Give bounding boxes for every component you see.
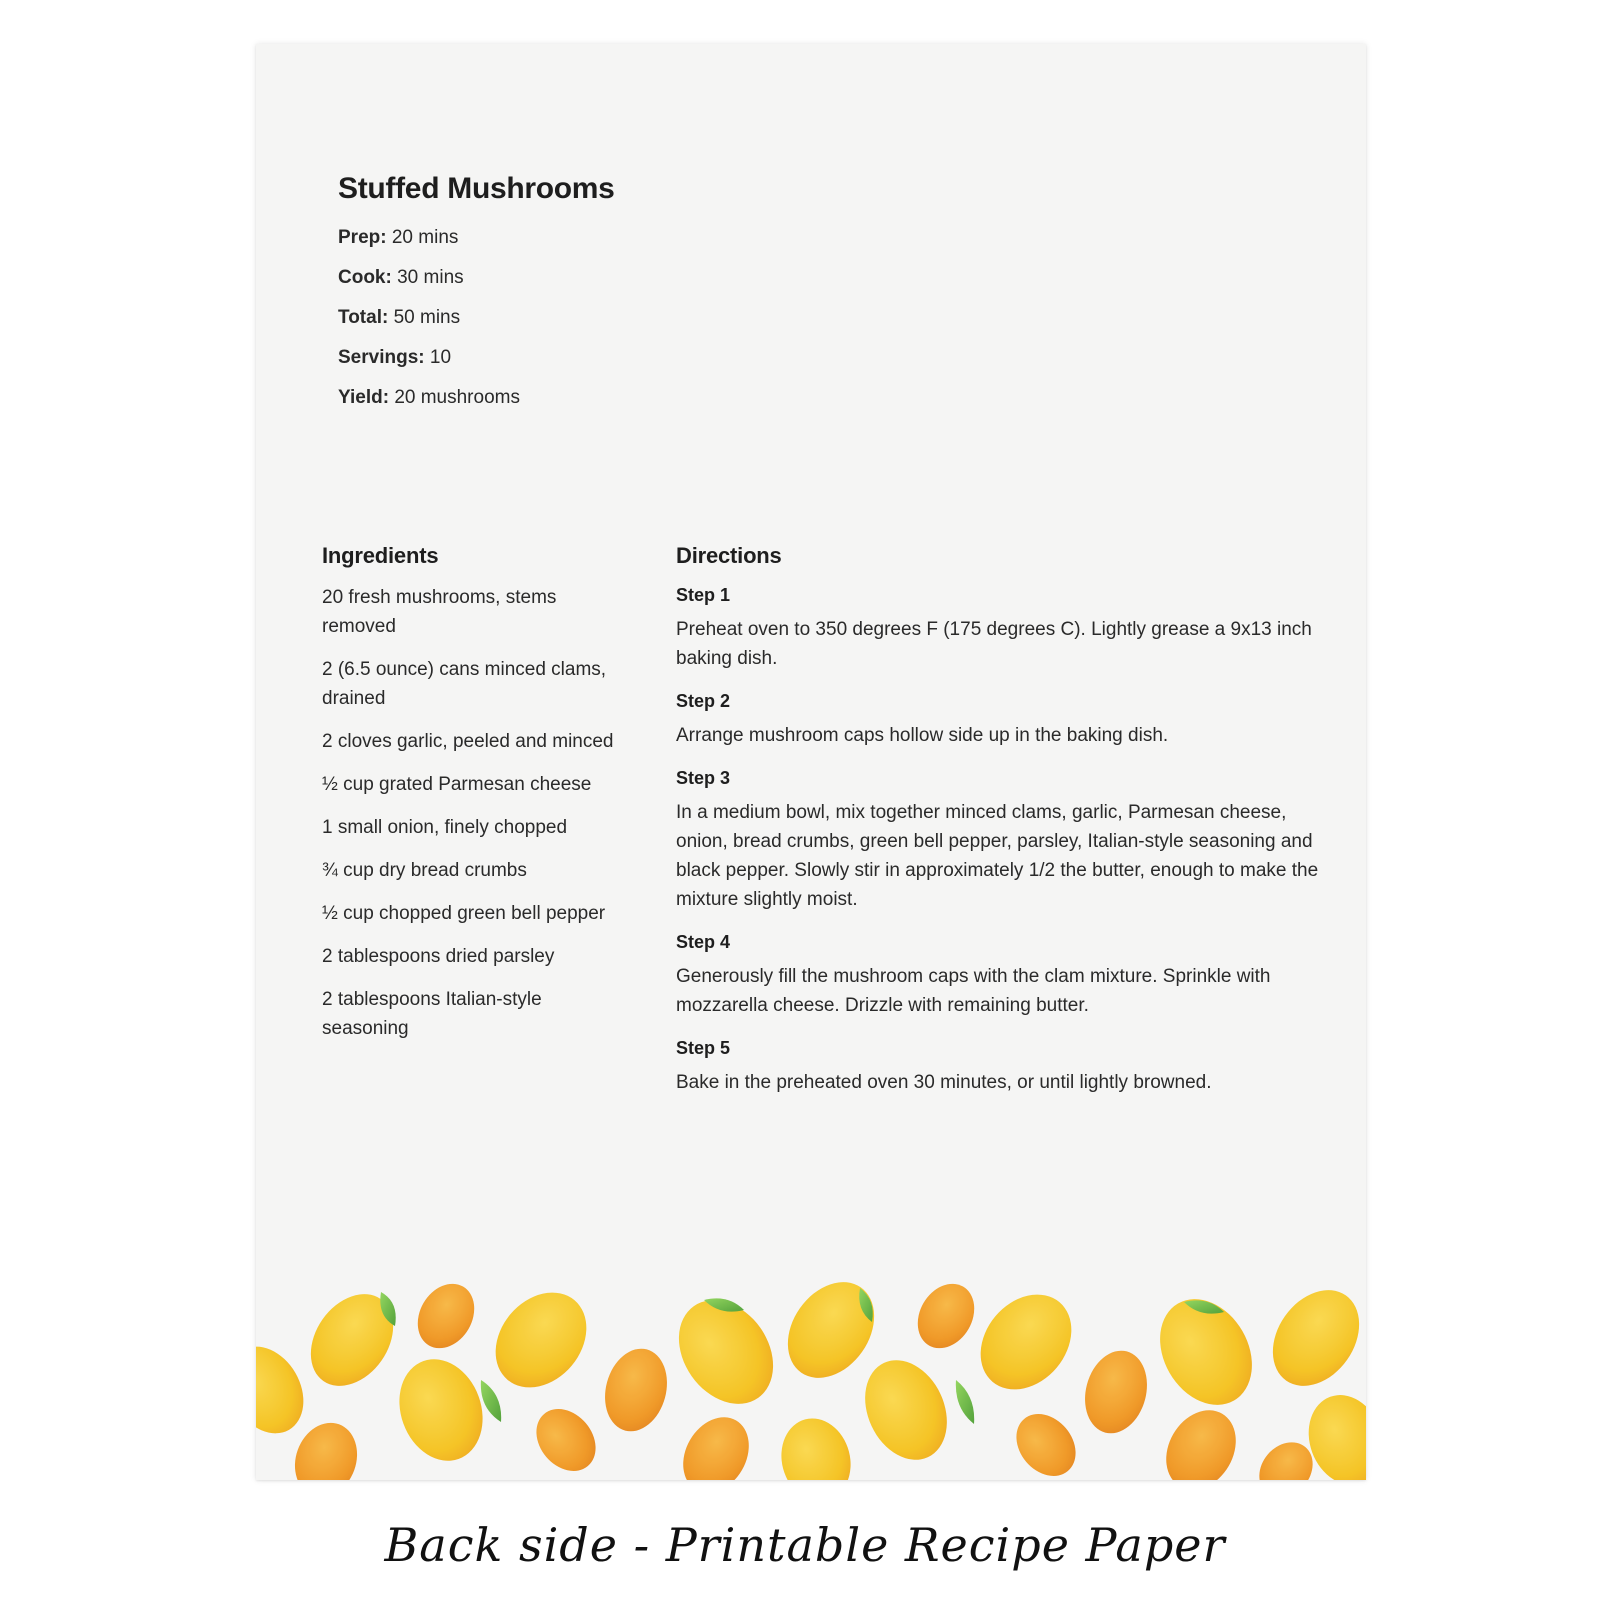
ingredient-item: 2 (6.5 ounce) cans minced clams, drained xyxy=(322,659,607,709)
recipe-meta xyxy=(338,226,520,426)
meta-label: Total: xyxy=(338,307,389,328)
meta-servings xyxy=(338,346,520,386)
ingredient-item: 2 cloves garlic, peeled and minced xyxy=(322,731,614,752)
recipe-title: Stuffed Mushrooms xyxy=(338,172,615,205)
watercolor-lemons-icon xyxy=(256,1280,1366,1480)
step-label: Step 4 xyxy=(676,932,731,952)
meta-value: 50 mins xyxy=(393,307,461,328)
step-text: Generously fill the mushroom caps with the clam mixture. Sprinkle with mozzarella cheese. Drizzle with remaining butter. xyxy=(676,966,1271,1016)
ingredient-item: 20 fresh mushrooms, stems removed xyxy=(322,587,557,637)
ingredient-item: 2 tablespoons dried parsley xyxy=(322,946,555,967)
step-text: Arrange mushroom caps hollow side up in the baking dish. xyxy=(676,725,1169,746)
meta-yield xyxy=(338,386,520,426)
meta-value: 10 xyxy=(429,347,452,368)
meta-total xyxy=(338,306,520,346)
meta-value: 30 mins xyxy=(397,267,464,288)
step-label: Step 5 xyxy=(676,1038,731,1058)
meta-prep xyxy=(338,226,520,266)
meta-value: 20 mins xyxy=(391,227,459,248)
meta-label: Yield: xyxy=(338,387,390,408)
meta-label: Cook: xyxy=(338,267,392,288)
caption: Back side - Printable Recipe Paper xyxy=(384,1518,1226,1572)
meta-cook xyxy=(338,266,520,306)
meta-label: Prep: xyxy=(338,227,387,248)
ingredient-item: 2 tablespoons Italian-style seasoning xyxy=(322,989,542,1039)
recipe-paper xyxy=(256,44,1366,1480)
ingredients-section xyxy=(322,543,632,1057)
ingredient-item: ¾ cup dry bread crumbs xyxy=(322,860,527,881)
ingredient-item: ½ cup grated Parmesan cheese xyxy=(322,774,592,795)
directions-section xyxy=(676,543,1326,1113)
step-text: Preheat oven to 350 degrees F (175 degrees C). Lightly grease a 9x13 inch baking dish. xyxy=(676,619,1312,669)
ingredients-heading: Ingredients xyxy=(322,543,439,568)
meta-label: Servings: xyxy=(338,347,425,368)
directions-heading: Directions xyxy=(676,543,782,568)
step-text: Bake in the preheated oven 30 minutes, or until lightly browned. xyxy=(676,1072,1212,1093)
meta-value: 20 mushrooms xyxy=(394,387,520,408)
step-text: In a medium bowl, mix together minced clams, garlic, Parmesan cheese, onion, bread crumbs, green bell pepper, parsley, Italian-style seasoning and black pepper. Slowly stir in approximately 1/2 the butter, enough to make the mixture slightly moist. xyxy=(676,802,1319,910)
step-label: Step 2 xyxy=(676,691,731,711)
step-label: Step 3 xyxy=(676,768,731,788)
ingredient-item: 1 small onion, finely chopped xyxy=(322,817,568,838)
ingredient-item: ½ cup chopped green bell pepper xyxy=(322,903,606,924)
step-label: Step 1 xyxy=(676,585,731,605)
